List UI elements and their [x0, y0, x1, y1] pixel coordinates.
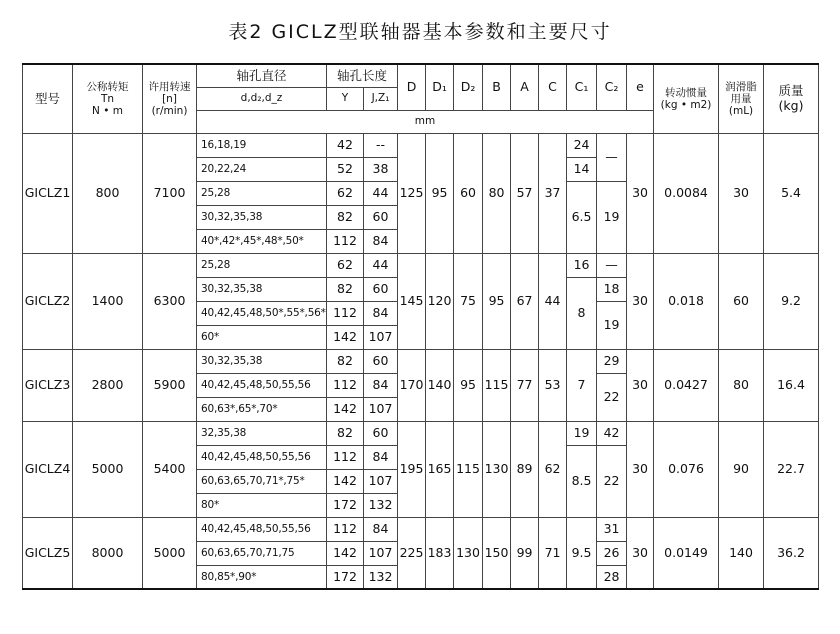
bore-diameter-cell: 32,35,38: [197, 421, 327, 445]
dim-e-cell: 30: [627, 253, 654, 349]
inertia-cell: 0.0427: [654, 349, 719, 421]
length-j-cell: 84: [364, 301, 398, 325]
dim-e-cell: 30: [627, 517, 654, 589]
dim-d1-cell: 120: [426, 253, 454, 349]
dim-b-cell: 130: [483, 421, 511, 517]
bore-diameter-cell: 40,42,45,48,50*,55*,56*: [197, 301, 327, 325]
header-torque-label: 公称转矩: [86, 80, 129, 93]
dim-c1-cell: 14: [567, 157, 597, 181]
dim-d-cell: 145: [398, 253, 426, 349]
dim-c2-cell: 19: [597, 181, 627, 253]
dim-c2-cell: 31: [597, 517, 627, 541]
length-j-cell: 84: [364, 373, 398, 397]
grease-cell: 80: [719, 349, 764, 421]
length-j-cell: 132: [364, 565, 398, 589]
header-grease-label: 润滑脂: [725, 80, 757, 93]
length-y-cell: 172: [327, 493, 364, 517]
torque-cell: 5000: [73, 421, 143, 517]
header-B: B: [483, 64, 511, 110]
bore-diameter-cell: 60*: [197, 325, 327, 349]
table-row: [23, 133, 819, 157]
length-y-cell: 52: [327, 157, 364, 181]
table-title: 表2 GICLZ型联轴器基本参数和主要尺寸: [228, 21, 612, 43]
header-D1: D₁: [426, 64, 454, 110]
length-j-cell: 107: [364, 397, 398, 421]
dim-c2-cell: 42: [597, 421, 627, 445]
header-torque: [73, 64, 143, 133]
model-cell: GICLZ5: [23, 517, 73, 589]
table-row: [23, 253, 819, 277]
dim-c1-cell: 24: [567, 133, 597, 157]
header-D2: D₂: [454, 64, 483, 110]
dim-d2-cell: 60: [454, 133, 483, 253]
header-inertia: [654, 64, 719, 133]
header-grease: [719, 64, 764, 133]
speed-cell: 6300: [143, 253, 197, 349]
length-y-cell: 62: [327, 253, 364, 277]
table-row: [23, 517, 819, 541]
header-C2: C₂: [597, 64, 627, 110]
bore-diameter-cell: 80*: [197, 493, 327, 517]
bore-diameter-cell: 60,63,65,70,71,75: [197, 541, 327, 565]
dim-b-cell: 95: [483, 253, 511, 349]
length-y-cell: 82: [327, 349, 364, 373]
header-grease-label-2: 用量: [730, 92, 752, 105]
length-j-cell: 107: [364, 325, 398, 349]
header-mass-label: 质量: [778, 83, 804, 99]
mass-cell: 16.4: [764, 349, 819, 421]
dim-c2-cell: 22: [597, 445, 627, 517]
dim-a-cell: 89: [511, 421, 539, 517]
speed-cell: 7100: [143, 133, 197, 253]
bore-diameter-cell: 60,63,65,70,71*,75*: [197, 469, 327, 493]
dim-c-cell: 44: [539, 253, 567, 349]
header-mass: [764, 64, 819, 133]
bore-diameter-cell: 40,42,45,48,50,55,56: [197, 373, 327, 397]
speed-cell: 5900: [143, 349, 197, 421]
bore-diameter-cell: 40,42,45,48,50,55,56: [197, 445, 327, 469]
table-row: [23, 349, 819, 373]
header-length-y: Y: [327, 87, 364, 110]
dim-b-cell: 150: [483, 517, 511, 589]
dim-c2-cell: 22: [597, 373, 627, 421]
model-cell: GICLZ4: [23, 421, 73, 517]
dim-c2-cell: 18: [597, 277, 627, 301]
header-unit-mm: mm: [197, 110, 654, 133]
grease-cell: 140: [719, 517, 764, 589]
bore-diameter-cell: 30,32,35,38: [197, 205, 327, 229]
header-e: e: [627, 64, 654, 110]
header-C1: C₁: [567, 64, 597, 110]
torque-cell: 800: [73, 133, 143, 253]
dim-d2-cell: 115: [454, 421, 483, 517]
dim-c2-cell: 28: [597, 565, 627, 589]
length-y-cell: 112: [327, 445, 364, 469]
speed-cell: 5400: [143, 421, 197, 517]
dim-c2-cell: —: [597, 253, 627, 277]
dim-c2-cell: 29: [597, 349, 627, 373]
length-j-cell: 107: [364, 469, 398, 493]
length-y-cell: 82: [327, 205, 364, 229]
dim-a-cell: 99: [511, 517, 539, 589]
length-y-cell: 112: [327, 373, 364, 397]
dim-d-cell: 225: [398, 517, 426, 589]
bore-diameter-cell: 30,32,35,38: [197, 277, 327, 301]
dim-c-cell: 53: [539, 349, 567, 421]
dim-a-cell: 57: [511, 133, 539, 253]
length-y-cell: 62: [327, 181, 364, 205]
header-speed: [143, 64, 197, 133]
length-j-cell: 44: [364, 253, 398, 277]
torque-cell: 1400: [73, 253, 143, 349]
dim-d1-cell: 165: [426, 421, 454, 517]
length-y-cell: 112: [327, 301, 364, 325]
length-y-cell: 82: [327, 421, 364, 445]
table-row: [23, 421, 819, 445]
header-A: A: [511, 64, 539, 110]
bore-diameter-cell: 30,32,35,38: [197, 349, 327, 373]
length-j-cell: 60: [364, 349, 398, 373]
dim-d2-cell: 95: [454, 349, 483, 421]
dim-e-cell: 30: [627, 421, 654, 517]
dim-b-cell: 80: [483, 133, 511, 253]
dim-d1-cell: 183: [426, 517, 454, 589]
dim-c1-cell: 16: [567, 253, 597, 277]
bore-diameter-cell: 25,28: [197, 253, 327, 277]
header-speed-label: 许用转速: [148, 80, 191, 93]
header-model: 型号: [23, 64, 73, 133]
header-torque-symbol: Tn: [100, 92, 115, 105]
bore-diameter-cell: 16,18,19: [197, 133, 327, 157]
dim-a-cell: 67: [511, 253, 539, 349]
header-length-j: J,Z₁: [364, 87, 398, 110]
torque-cell: 2800: [73, 349, 143, 421]
dim-d-cell: 170: [398, 349, 426, 421]
mass-cell: 5.4: [764, 133, 819, 253]
grease-cell: 30: [719, 133, 764, 253]
length-j-cell: 107: [364, 541, 398, 565]
model-cell: GICLZ1: [23, 133, 73, 253]
dim-c-cell: 62: [539, 421, 567, 517]
inertia-cell: 0.0084: [654, 133, 719, 253]
header-inertia-unit: (kg • m2): [660, 98, 712, 111]
header-grease-unit: (mL): [728, 104, 754, 117]
header-bore-symbols: d,d₂,d_z: [197, 87, 327, 110]
length-j-cell: 44: [364, 181, 398, 205]
length-y-cell: 142: [327, 541, 364, 565]
dim-c2-cell: 26: [597, 541, 627, 565]
header-speed-unit: (r/min): [151, 104, 188, 117]
length-j-cell: 132: [364, 493, 398, 517]
dim-c-cell: 71: [539, 517, 567, 589]
inertia-cell: 0.0149: [654, 517, 719, 589]
header-length: 轴孔长度: [327, 64, 398, 87]
length-j-cell: 38: [364, 157, 398, 181]
inertia-cell: 0.076: [654, 421, 719, 517]
dim-c1-cell: 8.5: [567, 445, 597, 517]
bore-diameter-cell: 60,63*,65*,70*: [197, 397, 327, 421]
header-speed-symbol: [n]: [162, 92, 177, 105]
grease-cell: 90: [719, 421, 764, 517]
model-cell: GICLZ3: [23, 349, 73, 421]
dim-c2-cell: —: [597, 133, 627, 181]
dim-c2-cell: 19: [597, 301, 627, 349]
bore-diameter-cell: 40*,42*,45*,48*,50*: [197, 229, 327, 253]
dim-c-cell: 37: [539, 133, 567, 253]
torque-cell: 8000: [73, 517, 143, 589]
dim-c1-cell: 6.5: [567, 181, 597, 253]
length-j-cell: 60: [364, 277, 398, 301]
dim-a-cell: 77: [511, 349, 539, 421]
header-torque-unit: N • m: [92, 104, 123, 117]
header-inertia-label: 转动惯量: [665, 86, 708, 99]
speed-cell: 5000: [143, 517, 197, 589]
dim-d2-cell: 75: [454, 253, 483, 349]
grease-cell: 60: [719, 253, 764, 349]
length-y-cell: 42: [327, 133, 364, 157]
dim-c1-cell: 7: [567, 349, 597, 421]
length-j-cell: 84: [364, 445, 398, 469]
dim-d1-cell: 140: [426, 349, 454, 421]
dim-b-cell: 115: [483, 349, 511, 421]
mass-cell: 22.7: [764, 421, 819, 517]
dim-d2-cell: 130: [454, 517, 483, 589]
length-j-cell: 60: [364, 421, 398, 445]
length-y-cell: 142: [327, 397, 364, 421]
mass-cell: 36.2: [764, 517, 819, 589]
mass-cell: 9.2: [764, 253, 819, 349]
bore-diameter-cell: 40,42,45,48,50,55,56: [197, 517, 327, 541]
bore-diameter-cell: 80,85*,90*: [197, 565, 327, 589]
dim-c1-cell: 8: [567, 277, 597, 349]
dim-e-cell: 30: [627, 133, 654, 253]
header-mass-unit: (kg): [778, 97, 804, 113]
header-bore: 轴孔直径: [197, 64, 327, 87]
length-y-cell: 112: [327, 517, 364, 541]
length-y-cell: 82: [327, 277, 364, 301]
length-j-cell: 60: [364, 205, 398, 229]
length-y-cell: 112: [327, 229, 364, 253]
length-y-cell: 142: [327, 469, 364, 493]
length-j-cell: 84: [364, 229, 398, 253]
length-j-cell: --: [364, 133, 398, 157]
length-y-cell: 172: [327, 565, 364, 589]
length-y-cell: 142: [327, 325, 364, 349]
dim-e-cell: 30: [627, 349, 654, 421]
dim-c1-cell: 9.5: [567, 517, 597, 589]
model-cell: GICLZ2: [23, 253, 73, 349]
header-C: C: [539, 64, 567, 110]
header-D: D: [398, 64, 426, 110]
dim-c1-cell: 19: [567, 421, 597, 445]
bore-diameter-cell: 25,28: [197, 181, 327, 205]
dim-d-cell: 195: [398, 421, 426, 517]
bore-diameter-cell: 20,22,24: [197, 157, 327, 181]
dim-d1-cell: 95: [426, 133, 454, 253]
dim-d-cell: 125: [398, 133, 426, 253]
inertia-cell: 0.018: [654, 253, 719, 349]
length-j-cell: 84: [364, 517, 398, 541]
coupling-parameter-table: [22, 63, 819, 590]
